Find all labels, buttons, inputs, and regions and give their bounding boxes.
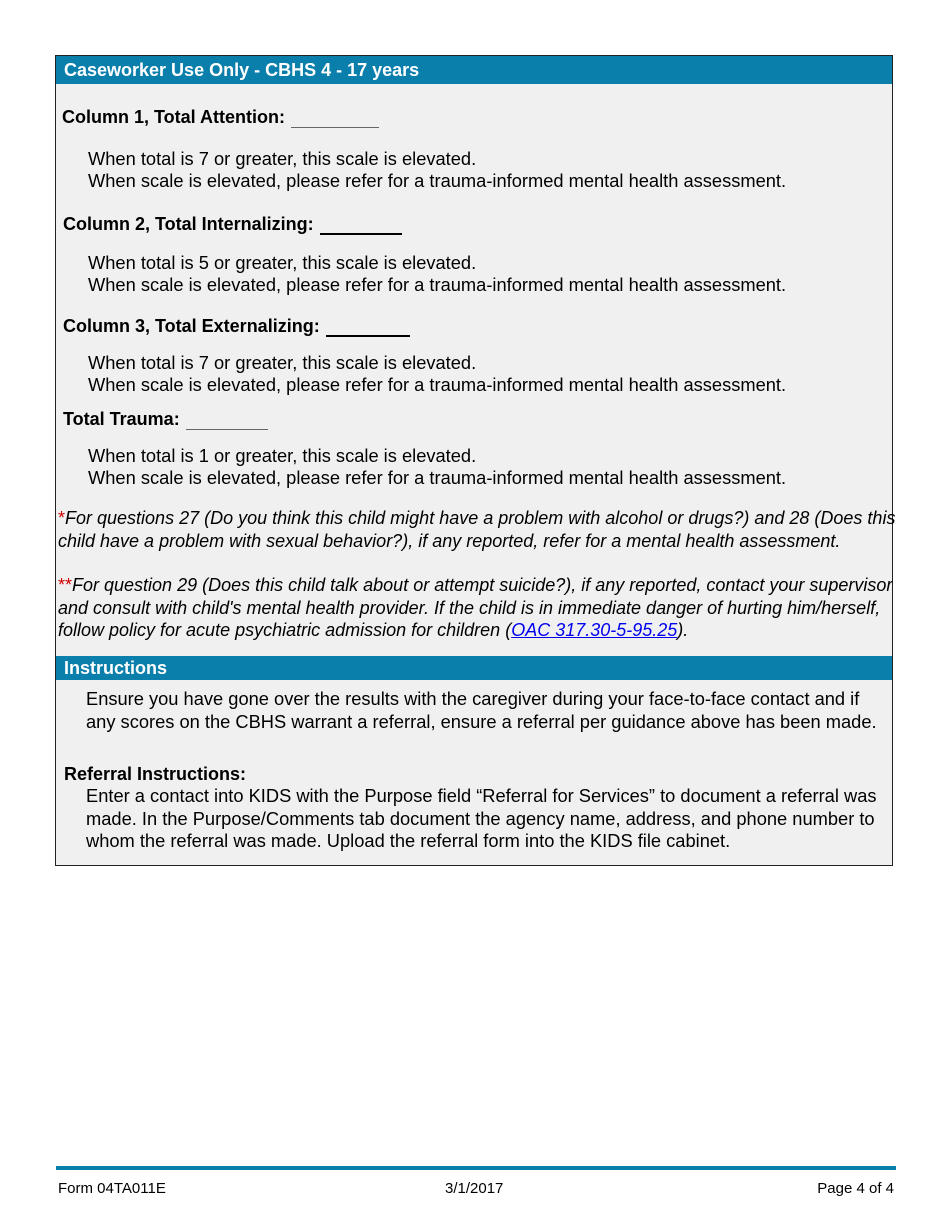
scale-attention-label: Column 1, Total Attention: [62, 107, 285, 127]
externalizing-total-field[interactable] [326, 314, 410, 337]
note-questions-27-28 [58, 507, 896, 552]
footer-rule [56, 1166, 896, 1170]
scale-externalizing-row [63, 314, 410, 337]
scale-internalizing-row [63, 212, 402, 235]
attention-total-field[interactable] [291, 106, 379, 128]
caseworker-panel [55, 55, 896, 866]
scale-trauma-label: Total Trauma: [63, 409, 180, 429]
scale-externalizing-label: Column 3, Total Externalizing: [63, 316, 320, 336]
instructions-text: Ensure you have gone over the results with the caregiver during your face-to-face contact and if any scores on the CBHS warrant a referral, ensure a referral per guidance above has been made. [86, 688, 877, 732]
scale-trauma-row [63, 408, 268, 430]
scale-attention-line2: When scale is elevated, please refer for a trauma-informed mental health assessment. [88, 170, 787, 191]
scale-internalizing-line1: When total is 5 or greater, this scale is elevated. [88, 252, 477, 273]
note2-text: For question 29 (Does this child talk about or attempt suicide?), if any reported, contact your supervisor and consult with child's mental health provider. If the child is in immediate danger of hurting him/herself, follow policy for acute psychiatric admission for children ( [58, 575, 893, 640]
footer-date: 3/1/2017 [445, 1180, 504, 1197]
note2-marker: ** [58, 575, 73, 595]
note-question-29 [58, 574, 896, 642]
note2-end: ). [677, 620, 689, 640]
instructions-header: Instructions [56, 656, 892, 680]
note1-text: For questions 27 (Do you think this child might have a problem with alcohol or drugs?) and 28 (Does this child have a problem with sexual behavior?), if any reported, refer for a mental health assessment. [58, 508, 896, 551]
internalizing-total-field[interactable] [320, 212, 402, 235]
oac-link[interactable]: OAC 317.30-5-95.25 [511, 620, 678, 640]
scale-attention-line1: When total is 7 or greater, this scale is elevated. [88, 148, 477, 169]
section-header: Caseworker Use Only - CBHS 4 - 17 years [56, 56, 892, 84]
footer-form-number: Form 04TA011E [58, 1180, 166, 1197]
referral-heading: Referral Instructions: [64, 764, 247, 784]
trauma-total-field[interactable] [186, 408, 268, 430]
scale-trauma-line2: When scale is elevated, please refer for a trauma-informed mental health assessment. [88, 467, 787, 488]
scale-internalizing-line2: When scale is elevated, please refer for a trauma-informed mental health assessment. [88, 274, 787, 295]
scale-attention-row [62, 106, 379, 128]
scale-internalizing-label: Column 2, Total Internalizing: [63, 214, 314, 234]
scale-externalizing-line2: When scale is elevated, please refer for a trauma-informed mental health assessment. [88, 374, 787, 395]
note1-marker: * [58, 508, 66, 528]
scale-externalizing-line1: When total is 7 or greater, this scale is elevated. [88, 352, 477, 373]
footer-page-number: Page 4 of 4 [817, 1180, 894, 1197]
scale-trauma-line1: When total is 1 or greater, this scale is elevated. [88, 445, 477, 466]
referral-text: Enter a contact into KIDS with the Purpose field “Referral for Services” to document a referral was made. In the Purpose/Comments tab document the agency name, address, and phone number to whom the referral was made. Upload the referral form into the KIDS file cabinet. [86, 785, 877, 851]
